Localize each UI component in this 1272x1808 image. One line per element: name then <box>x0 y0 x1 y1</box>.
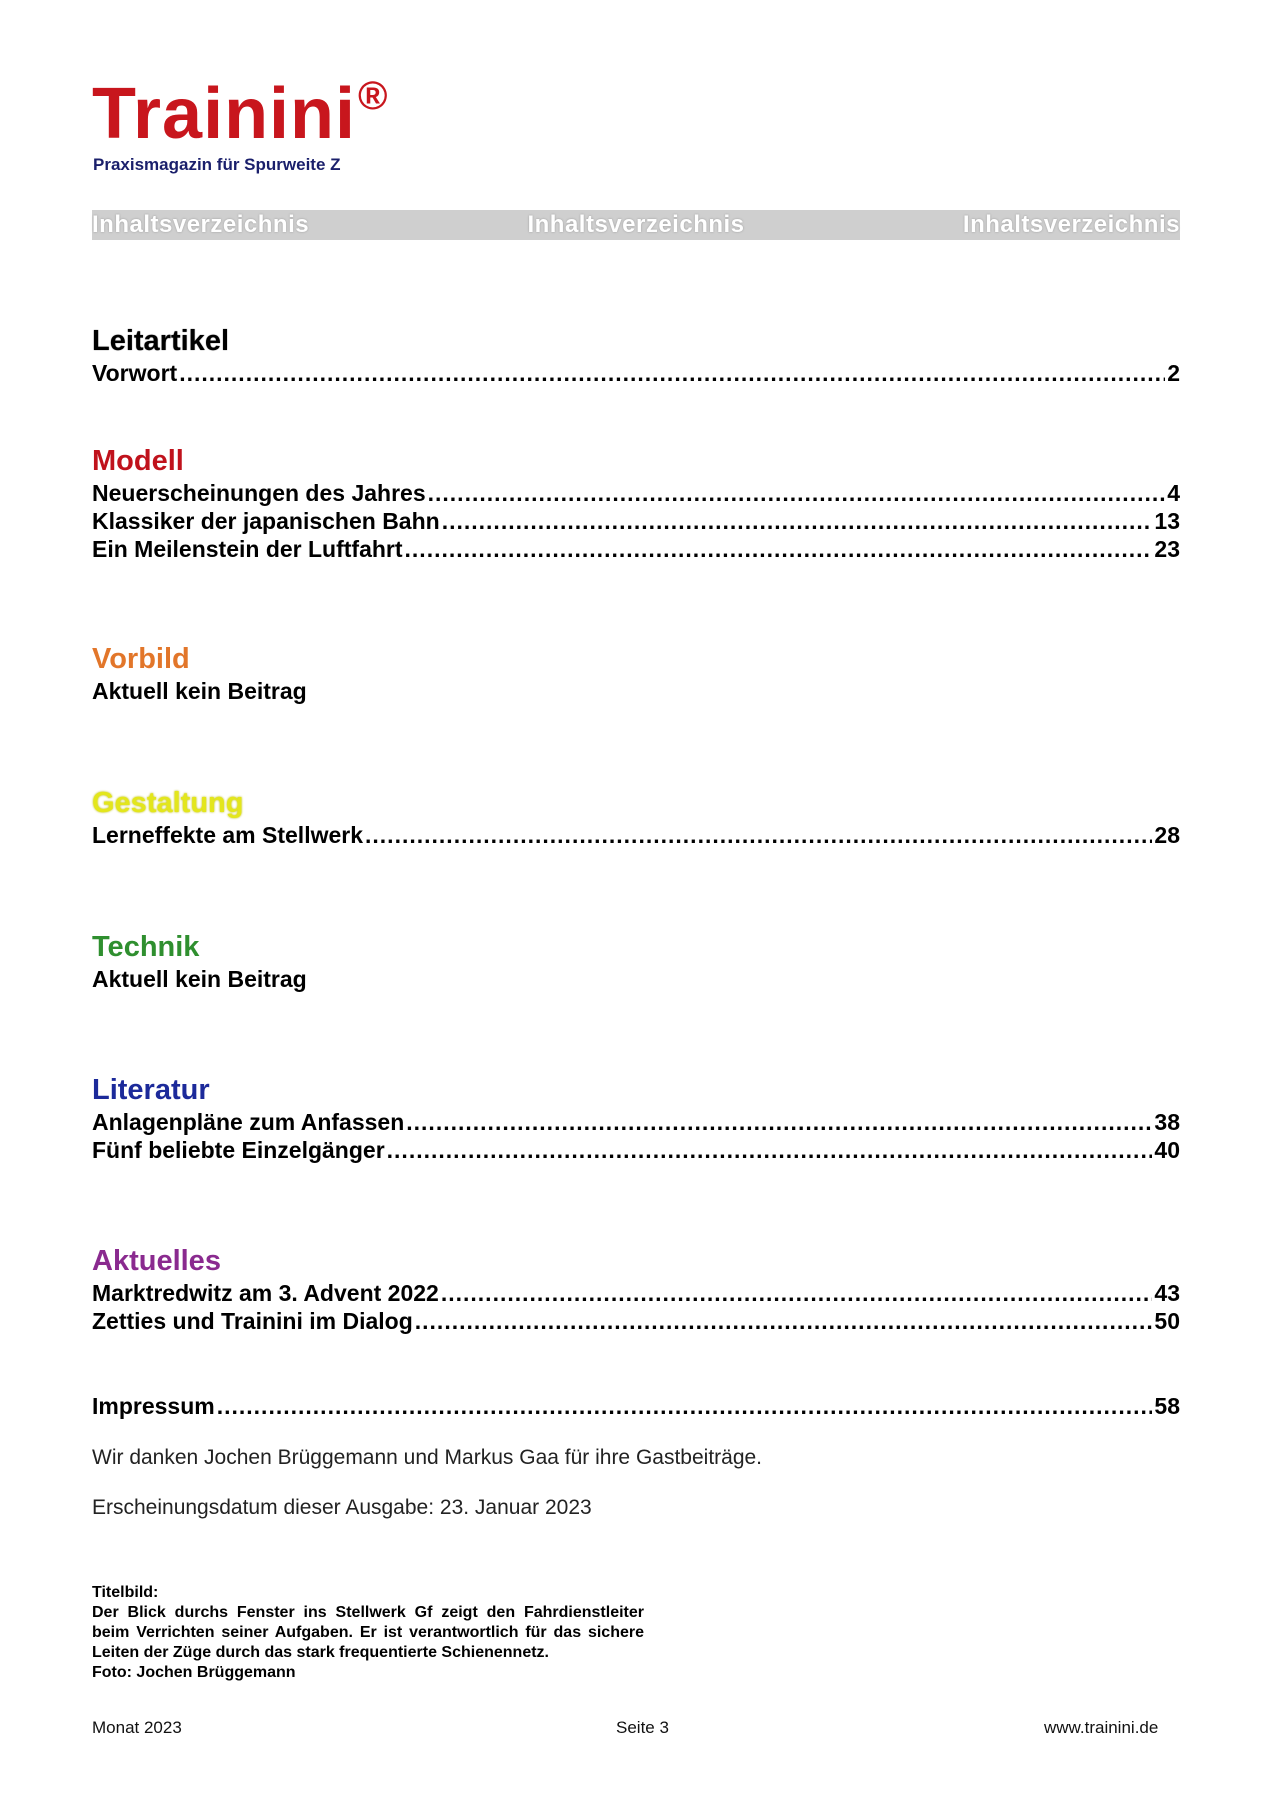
toc-entry-title: Neuerscheinungen des Jahres <box>92 480 426 506</box>
toc-entry-page: 58 <box>1154 1393 1180 1419</box>
toc-entry-title: Lerneffekte am Stellwerk <box>92 822 364 848</box>
toc-entry[interactable] <box>92 1279 1180 1307</box>
toc-entry-page: 40 <box>1154 1137 1180 1163</box>
toc-entry-page: 28 <box>1154 822 1180 848</box>
magazine-logo <box>92 74 389 154</box>
toc-entry[interactable] <box>92 1307 1180 1335</box>
toc-entry[interactable] <box>92 359 1180 387</box>
dot-leader <box>217 1392 1153 1420</box>
toc-entry[interactable] <box>92 535 1180 563</box>
toc-entry-page: 4 <box>1167 480 1180 506</box>
toc-entry[interactable] <box>92 507 1180 535</box>
section-title-technik: Technik <box>92 931 200 963</box>
dot-leader <box>405 535 1153 563</box>
section-title-gestaltung: Gestaltung <box>92 787 244 819</box>
magazine-tagline: Praxismagazin für Spurweite Z <box>93 155 341 174</box>
toc-entry-page: 13 <box>1154 508 1180 534</box>
cover-caption <box>92 1583 644 1683</box>
logo-text: Trainini <box>92 74 357 154</box>
no-article-note: Aktuell kein Beitrag <box>92 678 307 704</box>
dot-leader <box>428 479 1166 507</box>
section-technik <box>92 929 1180 993</box>
toc-entry-title: Zetties und Trainini im Dialog <box>92 1308 413 1334</box>
caption-credit: Foto: Jochen Brüggemann <box>92 1664 296 1681</box>
dot-leader <box>442 507 1153 535</box>
banner-label-center: Inhaltsverzeichnis <box>527 211 745 238</box>
section-title-aktuelles: Aktuelles <box>92 1245 221 1277</box>
section-modell <box>92 443 1180 563</box>
section-title-vorbild: Vorbild <box>92 643 190 675</box>
toc-entry-page: 43 <box>1154 1280 1180 1306</box>
toc-entry-impressum[interactable] <box>92 1392 1180 1420</box>
toc-entry-title: Klassiker der japanischen Bahn <box>92 508 440 534</box>
footer-url[interactable]: www.trainini.de <box>1044 1718 1159 1737</box>
guest-thanks-note: Wir danken Jochen Brüggemann und Markus Gaa für ihre Gastbeiträge. <box>92 1446 763 1469</box>
toc-entry-title: Ein Meilenstein der Luftfahrt <box>92 536 403 562</box>
toc-entry-title: Vorwort <box>92 360 178 386</box>
caption-label: Titelbild: <box>92 1584 159 1601</box>
toc-entry[interactable] <box>92 821 1180 849</box>
section-impressum <box>92 1392 1180 1420</box>
publication-date: Erscheinungsdatum dieser Ausgabe: 23. Januar 2023 <box>92 1496 592 1519</box>
section-gestaltung <box>92 785 1180 849</box>
footer-month: Monat 2023 <box>92 1718 182 1737</box>
banner-label-right: Inhaltsverzeichnis <box>962 211 1180 238</box>
dot-leader <box>406 1108 1152 1136</box>
toc-entry-page: 23 <box>1154 536 1180 562</box>
toc-entry-title: Marktredwitz am 3. Advent 2022 <box>92 1280 439 1306</box>
caption-text: Der Blick durchs Fenster ins Stellwerk Gf zeigt den Fahrdienstleiter beim Verrichten seiner Aufgaben. Er ist verantwortlich für das sichere Leiten der Züge durch das stark frequentierte Schienennetz. <box>92 1604 644 1661</box>
banner-label-left: Inhaltsverzeichnis <box>92 211 310 238</box>
section-literatur <box>92 1072 1180 1164</box>
toc-entry[interactable] <box>92 1136 1180 1164</box>
section-aktuelles <box>92 1243 1180 1335</box>
section-title-literatur: Literatur <box>92 1074 210 1106</box>
section-title-leitartikel: Leitartikel <box>92 325 229 357</box>
toc-entry-page: 38 <box>1154 1109 1180 1135</box>
no-article-note: Aktuell kein Beitrag <box>92 966 307 992</box>
dot-leader <box>415 1307 1153 1335</box>
dot-leader <box>441 1279 1153 1307</box>
dot-leader <box>365 821 1152 849</box>
toc-entry-page: 2 <box>1167 360 1180 386</box>
toc-entry[interactable] <box>92 1108 1180 1136</box>
toc-banner <box>92 210 1180 240</box>
toc-entry-title: Fünf beliebte Einzelgänger <box>92 1137 385 1163</box>
section-leitartikel <box>92 323 1180 387</box>
registered-mark: ® <box>358 74 389 118</box>
section-vorbild <box>92 641 1180 705</box>
dot-leader <box>387 1136 1153 1164</box>
section-title-modell: Modell <box>92 445 184 477</box>
dot-leader <box>179 359 1165 387</box>
footer-page-number: Seite 3 <box>616 1718 669 1737</box>
toc-entry[interactable] <box>92 479 1180 507</box>
toc-entry-title: Anlagenpläne zum Anfassen <box>92 1109 405 1135</box>
toc-entry-title: Impressum <box>92 1393 215 1419</box>
toc-entry-page: 50 <box>1154 1308 1180 1334</box>
